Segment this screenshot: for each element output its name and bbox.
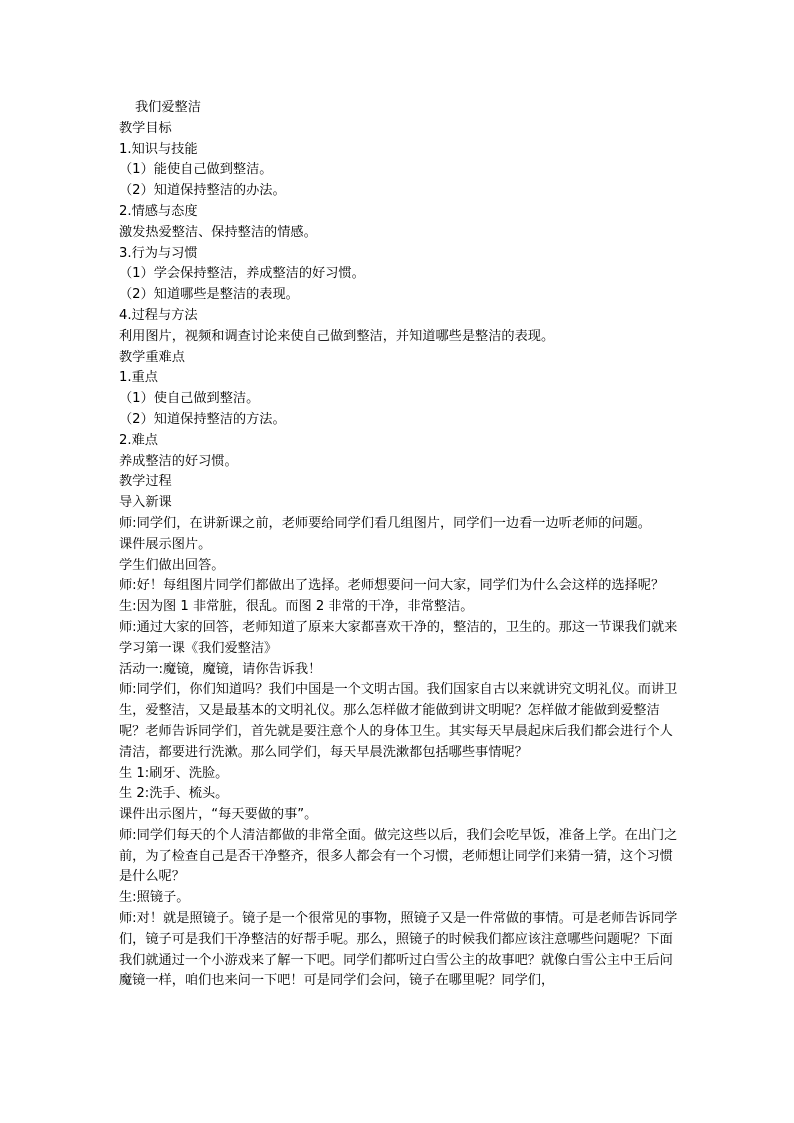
paragraph: 师:同学们每天的个人清洁都做的非常全面。做完这些以后，我们会吃早饭，准备上学。在出门之前，为了检查自己是否干净整齐，很多人都会有一个习惯，老师想让同学们来猜一猜，这个习惯是什么呢？ — [119, 827, 678, 885]
paragraph: 教学重难点 — [119, 349, 185, 365]
paragraph: 3.行为与习惯 — [119, 245, 198, 261]
paragraph: 2.难点 — [119, 432, 158, 448]
paragraph: （2）知道保持整洁的方法。 — [119, 411, 286, 427]
paragraph: 学生们做出回答。 — [119, 557, 225, 573]
paragraph: 1.重点 — [119, 370, 158, 386]
paragraph: 生 1:刷牙、洗脸。 — [119, 765, 229, 781]
paragraph: 课件展示图片。 — [119, 536, 212, 552]
document-title: 我们爱整洁 — [135, 100, 201, 115]
paragraph: 利用图片，视频和调查讨论来使自己做到整洁，并知道哪些是整洁的表现。 — [119, 328, 555, 344]
paragraph: 2.情感与态度 — [119, 203, 198, 219]
paragraph: （2）知道保持整洁的办法。 — [119, 183, 286, 199]
paragraph: 教学目标 — [119, 120, 172, 136]
paragraph: （2）知道哪些是整洁的表现。 — [119, 287, 299, 303]
paragraph: 师:同学们，在讲新课之前，老师要给同学们看几组图片，同学们一边看一边听老师的问题。 — [119, 515, 651, 531]
paragraph: 生:照镜子。 — [119, 890, 190, 906]
paragraph: 4.过程与方法 — [119, 307, 198, 323]
paragraph: （1）使自己做到整洁。 — [119, 391, 260, 407]
paragraph: 生 2:洗手、梳头。 — [119, 786, 229, 802]
paragraph: 养成整洁的好习惯。 — [119, 453, 238, 469]
document-body — [119, 98, 679, 992]
paragraph: （1）能使自己做到整洁。 — [119, 162, 273, 178]
paragraph: 生:因为图 1 非常脏，很乱。而图 2 非常的干净，非常整洁。 — [119, 599, 474, 615]
paragraph: 课件出示图片，“每天要做的事”。 — [119, 807, 318, 823]
paragraph: 活动一:魔镜，魔镜，请你告诉我！ — [119, 661, 322, 677]
paragraph: （1）学会保持整洁，养成整洁的好习惯。 — [119, 266, 365, 282]
paragraph: 师:通过大家的回答，老师知道了原来大家都喜欢干净的，整洁的，卫生的。那这一节课我们就来学习第一课《我们爱整洁》 — [119, 619, 678, 656]
paragraph: 1.知识与技能 — [119, 141, 198, 157]
paragraph: 教学过程 — [119, 474, 172, 490]
paragraph: 导入新课 — [119, 495, 172, 511]
paragraph: 激发热爱整洁、保持整洁的情感。 — [119, 224, 317, 240]
paragraph: 师:对！就是照镜子。镜子是一个很常见的事物，照镜子又是一件常做的事情。可是老师告诉同学们，镜子可是我们干净整洁的好帮手呢。那么，照镜子的时候我们都应该注意哪些问题呢？下面我们就通过一个小游戏来了解一下吧。同学们都听过白雪公主的故事吧？就像白雪公主中王后问魔镜一样，咱们也来问一下吧！可是同学们会问，镜子在哪里呢？同学们， — [119, 911, 678, 989]
paragraph: 师:好！每组图片同学们都做出了选择。老师想要问一问大家，同学们为什么会这样的选择呢？ — [119, 578, 665, 594]
paragraph: 师:同学们，你们知道吗？我们中国是一个文明古国。我们国家自古以来就讲究文明礼仪。而讲卫生，爱整洁，又是最基本的文明礼仪。那么怎样做才能做到讲文明呢？怎样做才能做到爱整洁呢？老师告诉同学们，首先就是要注意个人的身体卫生。其实每天早晨起床后我们都会进行个人清洁，都要进行洗漱。那么同学们，每天早晨洗漱都包括哪些事情呢？ — [119, 682, 678, 760]
